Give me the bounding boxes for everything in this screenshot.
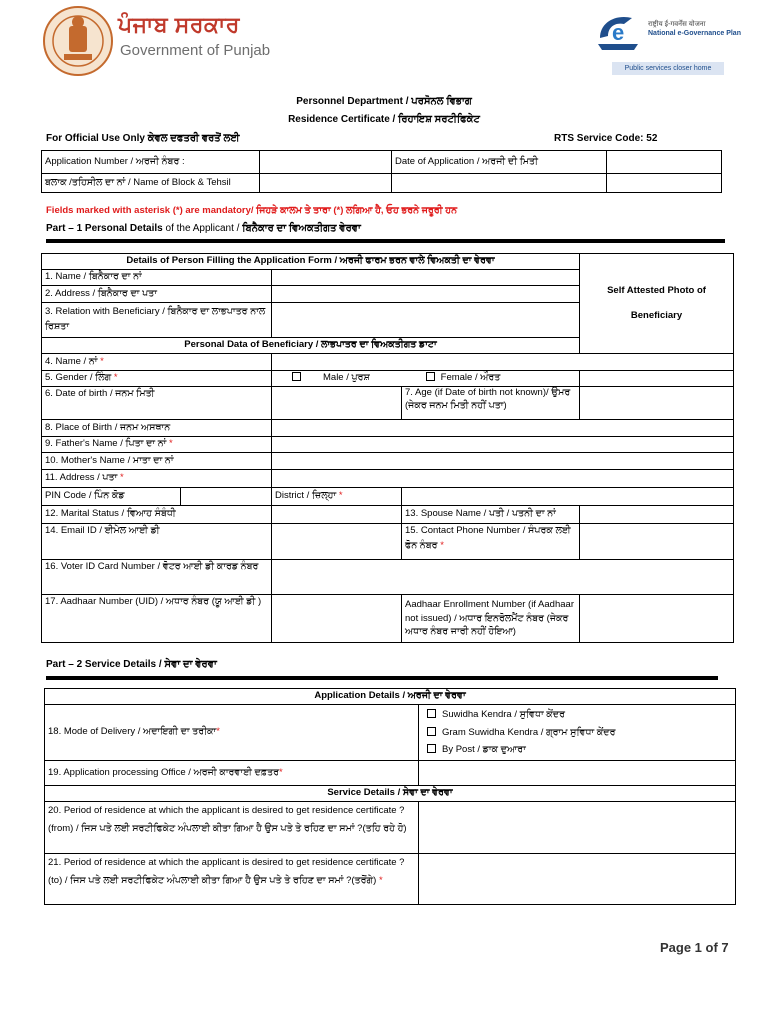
egov-hindi: राष्ट्रीय ई-गवर्नेंस योजना bbox=[648, 21, 706, 28]
gender-options bbox=[272, 371, 580, 387]
pin-field[interactable] bbox=[181, 488, 272, 506]
district-label: District / ਜ਼ਿਲ੍ਹਾ * bbox=[272, 488, 402, 506]
phone-label: 15. Contact Phone Number / ਸੰਪਰਕ ਲਈ ਫੋਨ ਨੰਬਰ * bbox=[402, 524, 580, 560]
residence-to-field[interactable] bbox=[419, 854, 736, 905]
age-field[interactable] bbox=[580, 387, 734, 420]
suwidha-checkbox[interactable] bbox=[427, 709, 436, 718]
page-number: Page 1 of 7 bbox=[660, 940, 729, 955]
mother-name-field[interactable] bbox=[272, 453, 734, 470]
official-use-table bbox=[41, 150, 722, 193]
processing-office-label: 19. Application processing Office / ਅਰਜੀ ਕਾਰਵਾਈ ਦਫ਼ਤਰ* bbox=[45, 761, 419, 786]
application-date-field[interactable] bbox=[607, 151, 722, 174]
block-tehsil-field-3[interactable] bbox=[607, 174, 722, 193]
birthplace-field[interactable] bbox=[272, 420, 734, 437]
gender-label: 5. Gender / ਲਿੰਗ * bbox=[42, 371, 272, 387]
part2-punjabi: ਸੇਵਾ ਦਾ ਵੇਰਵਾ bbox=[164, 659, 217, 670]
marital-status-label: 12. Marital Status / ਵਿਆਹ ਸੰਬੰਧੀ bbox=[42, 506, 272, 524]
male-label: Male / ਪੁਰਸ਼ bbox=[323, 372, 370, 384]
processing-office-field[interactable] bbox=[419, 761, 736, 786]
filler-details-header: Details of Person Filling the Application Form / ਅਰਜੀ ਫਾਰਮ ਭਰਨ ਵਾਲੇ ਵਿਅਕਤੀ ਦਾ ਵੇਰਵਾ bbox=[42, 254, 580, 270]
dob-label: 6. Date of birth / ਜਨਮ ਮਿਤੀ bbox=[42, 387, 272, 420]
enrollment-field[interactable] bbox=[580, 595, 734, 643]
father-name-field[interactable] bbox=[272, 437, 734, 453]
aadhaar-label: 17. Aadhaar Number (UID) / ਅਧਾਰ ਨੰਬਰ (ਯੂ ਆਈ ਡੀ ) bbox=[42, 595, 272, 643]
department-title: Personnel Department / ਪਰਸੋਨਲ ਵਿਭਾਗ bbox=[296, 96, 472, 107]
part2-heading bbox=[46, 659, 217, 670]
female-label: Female / ਔਰਤ bbox=[440, 372, 501, 384]
relation-label: 3. Relation with Beneficiary / ਬਿਨੈਕਾਰ ਦਾ ਲਾਭਪਾਤਰ ਨਾਲ ਰਿਸ਼ਤਾ bbox=[42, 303, 272, 338]
punjab-seal-icon bbox=[42, 4, 114, 78]
relation-field[interactable] bbox=[272, 303, 580, 338]
gov-name-english: Government of Punjab bbox=[120, 42, 271, 59]
pin-label: PIN Code / ਪਿੰਨ ਕੋਡ bbox=[42, 488, 181, 506]
certificate-title: Residence Certificate / ਰਿਹਾਇਸ਼ ਸਰਟੀਫਿਕੇਟ bbox=[288, 114, 480, 125]
part1-heading bbox=[46, 223, 361, 234]
email-field[interactable] bbox=[272, 524, 402, 560]
marital-status-field[interactable] bbox=[272, 506, 402, 524]
part1-punjabi: ਬਿਨੈਕਾਰ ਦਾ ਵਿਅਕਤੀਗਤ ਵੇਰਵਾ bbox=[242, 223, 361, 234]
option-post[interactable]: By Post / ਡਾਕ ਦੁਆਰਾ bbox=[427, 741, 732, 759]
svg-text:e: e bbox=[612, 20, 625, 45]
post-checkbox[interactable] bbox=[427, 744, 436, 753]
birthplace-label: 8. Place of Birth / ਜਨਮ ਅਸਥਾਨ bbox=[42, 420, 272, 437]
option-gram-suwidha[interactable]: Gram Suwidha Kendra / ਗ੍ਰਾਮ ਸੁਵਿਧਾ ਕੇਂਦਰ bbox=[427, 724, 732, 742]
beneficiary-data-header: Personal Data of Beneficiary / ਲਾਭਪਾਤਰ ਦਾ ਵਿਅਕਤੀਗਤ ਡਾਟਾ bbox=[42, 338, 580, 354]
official-use-label: For Official Use Only ਕੇਵਲ ਦਫਤਰੀ ਵਰਤੋਂ ਲਈ bbox=[46, 133, 240, 144]
gender-extra bbox=[580, 371, 734, 387]
dob-field[interactable] bbox=[272, 387, 402, 420]
age-label: 7. Age (if Date of birth not known)/ ਉਮਰ (ਜੇਕਰ ਜਨਮ ਮਿਤੀ ਨਹੀਂ ਪਤਾ) bbox=[402, 387, 580, 420]
part1-divider bbox=[46, 239, 725, 243]
residence-to-label: 21. Period of residence at which the applicant is desired to get residence certificate ?(to) / ਜਿਸ ਪਤੇ ਲਈ ਸਰਟੀਫਿਕੇਟ ਅੰਪਲਾਈ ਕੀਤਾ ਗਿਆ ਹੈ ਉਸ ਪਤੇ ਤੇ ਰਹਿਣ ਦਾ ਸਮਾਂ ?(ਤਰੋਂਗੇ) * bbox=[45, 854, 419, 905]
father-name-label: 9. Father's Name / ਪਿਤਾ ਦਾ ਨਾਂ * bbox=[42, 437, 272, 453]
beneficiary-name-label: 4. Name / ਨਾਂ * bbox=[42, 354, 272, 371]
application-details-header: Application Details / ਅਰਜੀ ਦਾ ਵੇਰਵਾ bbox=[45, 689, 736, 705]
part2-label: Part – 2 bbox=[46, 659, 83, 670]
voter-id-label: 16. Voter ID Card Number / ਵੋਟਰ ਆਈ ਡੀ ਕਾਰਡ ਨੰਬਰ bbox=[42, 560, 272, 595]
beneficiary-name-field[interactable] bbox=[272, 354, 734, 371]
applicant-name-label: 1. Name / ਬਿਨੈਕਾਰ ਦਾ ਨਾਂ bbox=[42, 270, 272, 286]
part1-label: Part – 1 Personal Details bbox=[46, 223, 163, 234]
applicant-name-field[interactable] bbox=[272, 270, 580, 286]
rts-service-code: RTS Service Code: 52 bbox=[554, 133, 658, 144]
service-details-header: Service Details / ਸੇਵਾ ਦਾ ਵੇਰਵਾ bbox=[45, 786, 736, 802]
gov-name-punjabi: ਪੰਜਾਬ ਸਰਕਾਰ bbox=[118, 12, 240, 37]
female-checkbox[interactable] bbox=[426, 372, 435, 381]
gram-suwidha-checkbox[interactable] bbox=[427, 727, 436, 736]
voter-id-field[interactable] bbox=[272, 560, 734, 595]
egov-tagline: Public services closer home bbox=[612, 62, 724, 75]
spouse-name-field[interactable] bbox=[580, 506, 734, 524]
residence-from-field[interactable] bbox=[419, 802, 736, 854]
block-tehsil-field-2[interactable] bbox=[392, 174, 607, 193]
egov-logo-icon bbox=[594, 10, 642, 52]
application-number-field[interactable] bbox=[260, 151, 392, 174]
applicant-address-field[interactable] bbox=[272, 286, 580, 303]
aadhaar-field[interactable] bbox=[272, 595, 402, 643]
address-label: 11. Address / ਪਤਾ * bbox=[42, 470, 272, 488]
enrollment-label: Aadhaar Enrollment Number (if Aadhaar not issued) / ਅਧਾਰ ਇਨਰੋਲਮੈਂਟ ਨੰਬਰ (ਜੇਕਰ ਅਧਾਰ ਨੰਬਰ ਜਾਰੀ ਨਹੀਂ ਹੋਇਆ) bbox=[402, 595, 580, 643]
applicant-address-label: 2. Address / ਬਿਨੈਕਾਰ ਦਾ ਪਤਾ bbox=[42, 286, 272, 303]
spouse-name-label: 13. Spouse Name / ਪਤੀ / ਪਤਨੀ ਦਾ ਨਾਂ bbox=[402, 506, 580, 524]
option-suwidha[interactable]: Suwidha Kendra / ਸੁਵਿਧਾ ਕੇਂਦਰ bbox=[427, 706, 732, 724]
part2-divider bbox=[46, 676, 718, 680]
delivery-mode-label: 18. Mode of Delivery / ਅਦਾਇਗੀ ਦਾ ਤਰੀਕਾ* bbox=[45, 705, 419, 761]
service-details-table bbox=[44, 688, 736, 905]
egov-english: National e-Governance Plan bbox=[648, 30, 741, 37]
block-tehsil-field[interactable] bbox=[260, 174, 392, 193]
district-field[interactable] bbox=[402, 488, 734, 506]
part2-rest: Service Details / bbox=[82, 659, 165, 670]
part1-rest: of the Applicant / bbox=[162, 223, 243, 234]
block-tehsil-label: ਬਲਾਕ /ਤਹਿਸੀਲ ਦਾ ਨਾਂ / Name of Block & Tehsil bbox=[42, 174, 260, 193]
photo-label-1: Self Attested Photo of bbox=[607, 284, 706, 296]
application-number-label: Application Number / ਅਰਜੀ ਨੰਬਰ : bbox=[42, 151, 260, 174]
male-checkbox[interactable] bbox=[292, 372, 301, 381]
residence-from-label: 20. Period of residence at which the applicant is desired to get residence certificate ?(from) / ਜਿਸ ਪਤੇ ਲਈ ਸਰਟੀਫਿਕੇਟ ਅੰਪਲਾਈ ਕੀਤਾ ਗਿਆ ਹੈ ਉਸ ਪਤੇ ਤੇ ਰਹਿਣ ਦਾ ਸਮਾਂ ?(ਤਹਿ ਰਹੇ ਹੋ) bbox=[45, 802, 419, 854]
personal-details-table bbox=[41, 253, 734, 643]
mandatory-note: Fields marked with asterisk (*) are mandatory/ ਜਿਹੜੇ ਕਾਲਮ ਤੇ ਤਾਰਾ (*) ਲਗਿਆ ਹੈ, ਓਹ ਭਰਨੇ ਜਰੂਰੀ ਹਨ bbox=[46, 205, 458, 216]
phone-field[interactable] bbox=[580, 524, 734, 560]
delivery-options bbox=[419, 705, 736, 761]
photo-label-2: Beneficiary bbox=[630, 309, 683, 321]
email-label: 14. Email ID / ਈਮੇਲ ਆਈ ਡੀ bbox=[42, 524, 272, 560]
mother-name-label: 10. Mother's Name / ਮਾਤਾ ਦਾ ਨਾਂ bbox=[42, 453, 272, 470]
address-field[interactable] bbox=[272, 470, 734, 488]
photo-box[interactable] bbox=[580, 254, 734, 354]
application-date-label: Date of Application / ਅਰਜੀ ਦੀ ਮਿਤੀ bbox=[392, 151, 607, 174]
